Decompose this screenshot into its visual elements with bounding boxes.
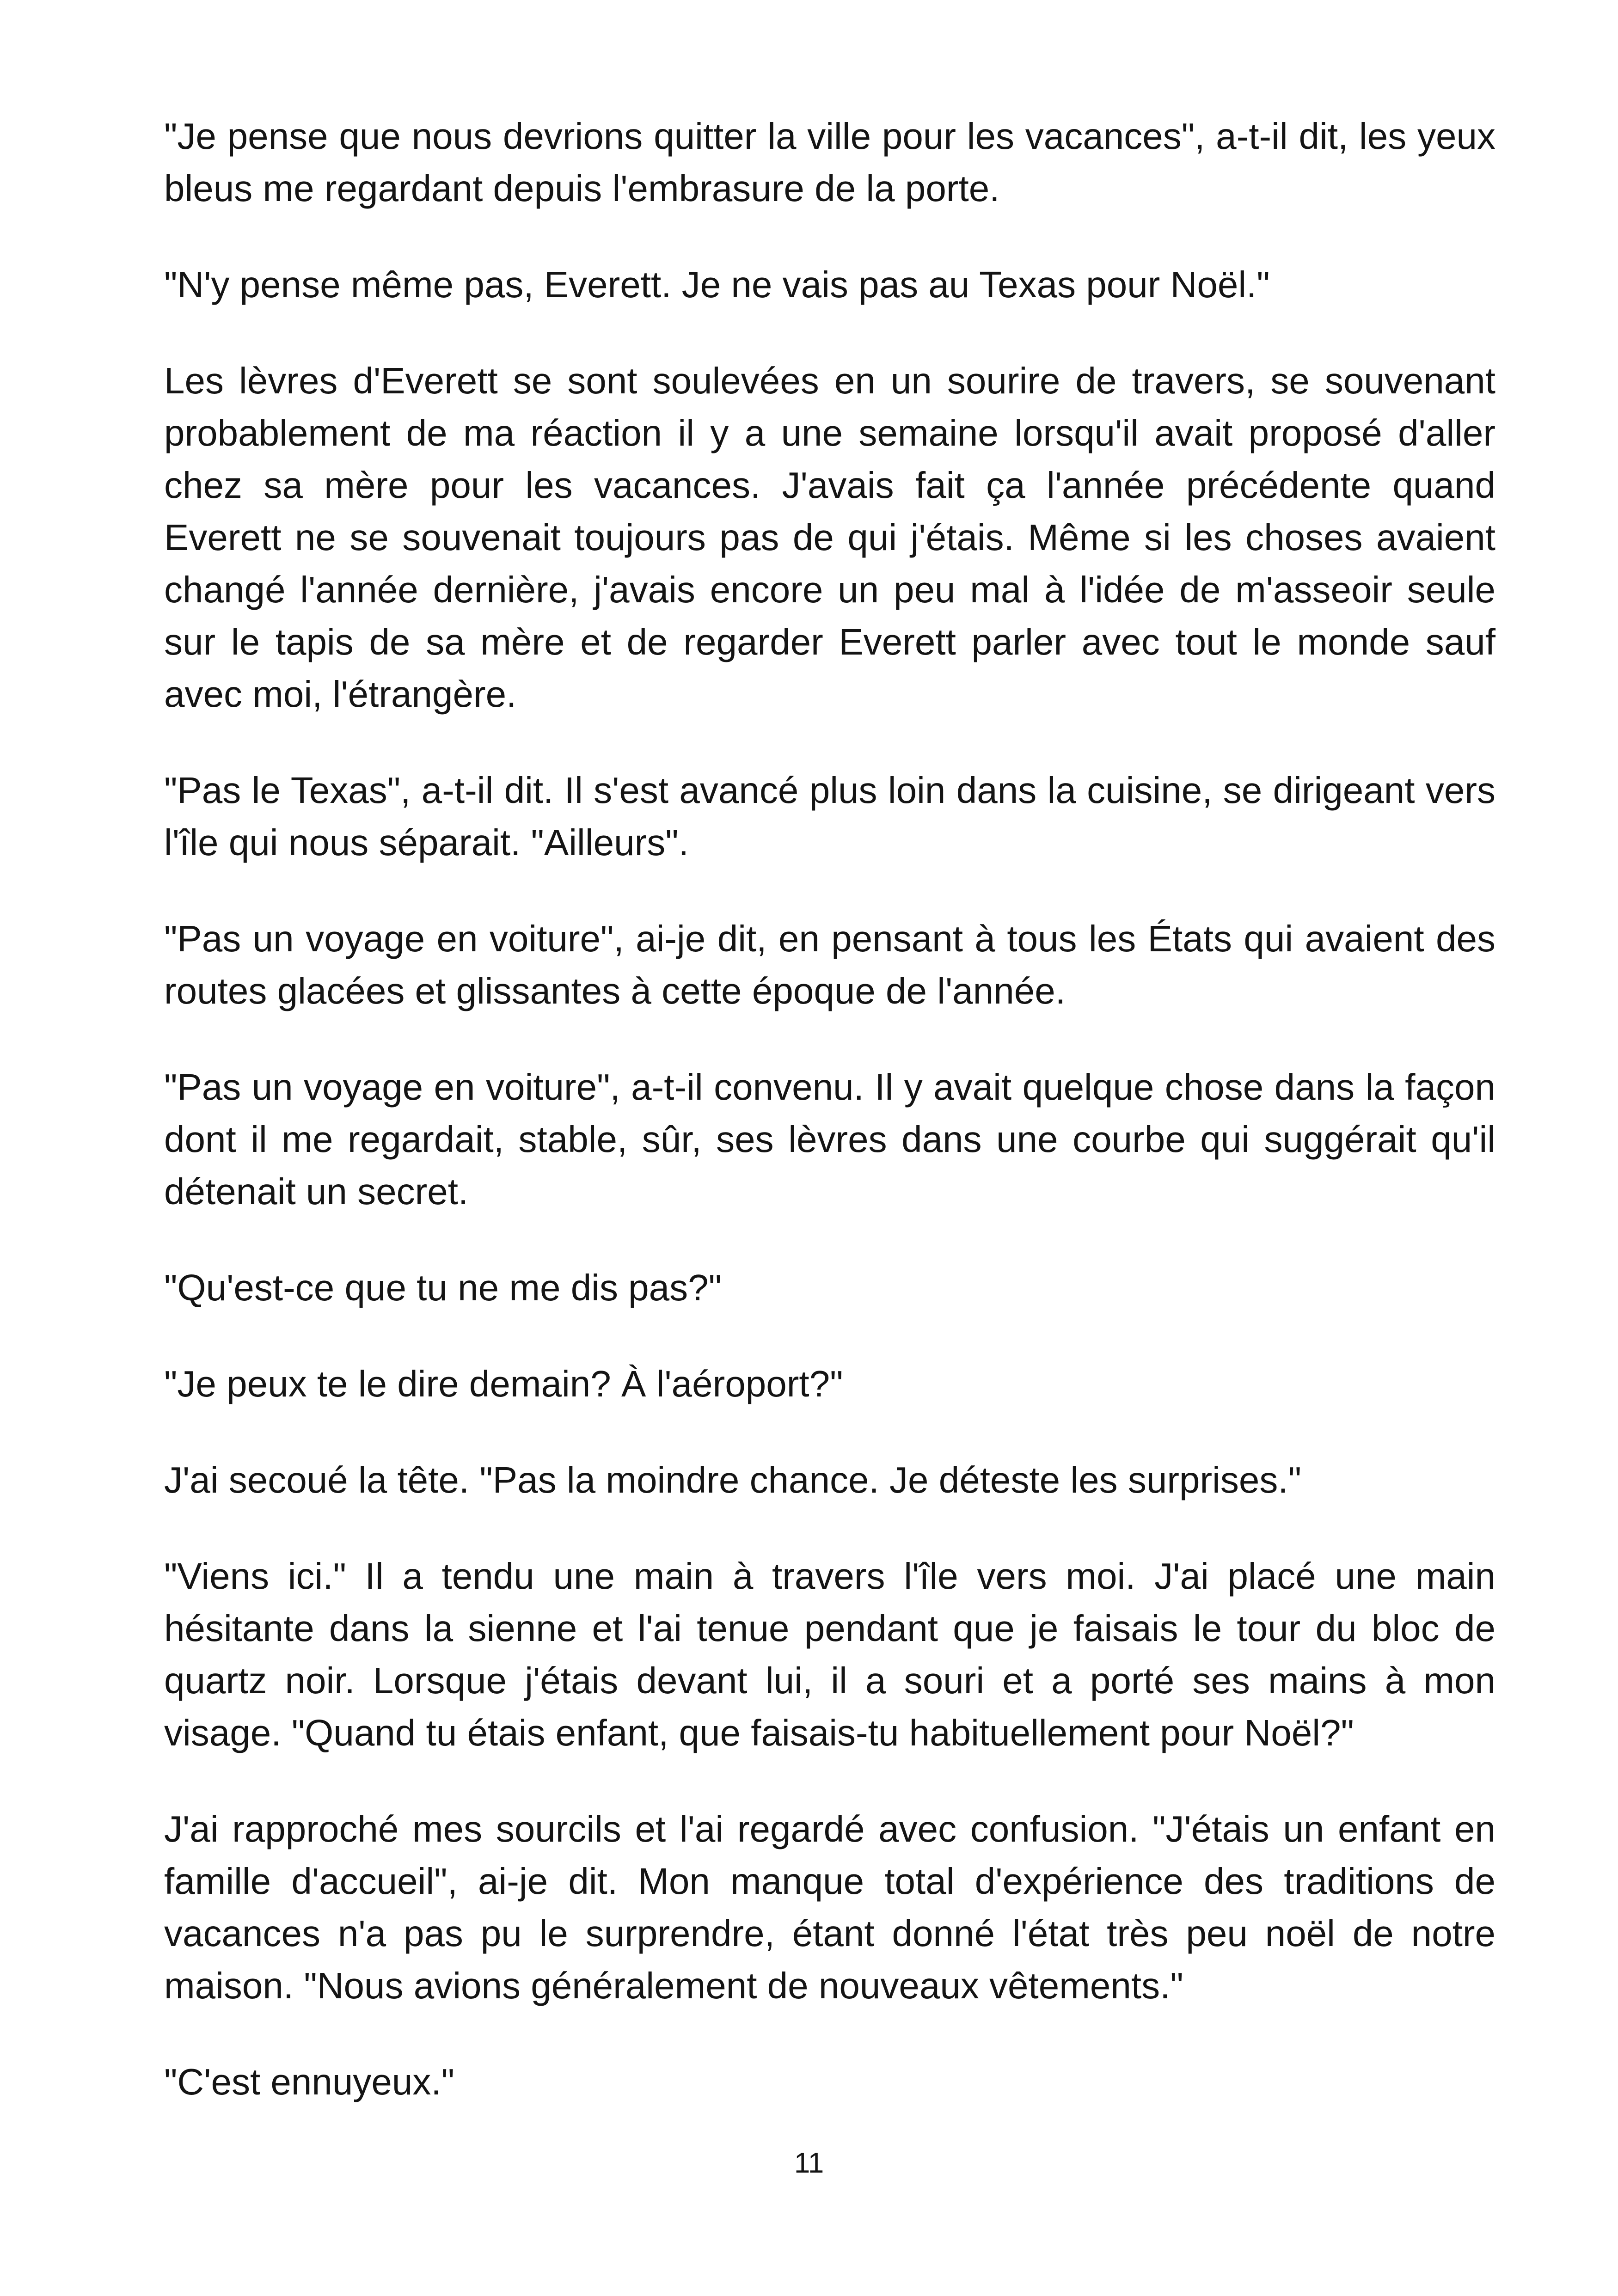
paragraph: "Pas un voyage en voiture", ai-je dit, en pensant à tous les États qui avaient des routes glacées et glissantes à cette époque de l'année. bbox=[164, 918, 1495, 1011]
paragraph: J'ai secoué la tête. "Pas la moindre chance. Je déteste les surprises." bbox=[164, 1459, 1301, 1500]
page-body bbox=[164, 110, 1495, 2108]
paragraph: "Je pense que nous devrions quitter la ville pour les vacances", a-t-il dit, les yeux bleus me regardant depuis l'embrasure de la porte. bbox=[164, 116, 1495, 209]
paragraph: "Qu'est-ce que tu ne me dis pas?" bbox=[164, 1267, 722, 1308]
paragraph: "Pas le Texas", a-t-il dit. Il s'est avancé plus loin dans la cuisine, se dirigeant vers l'île qui nous séparait. "Ailleurs". bbox=[164, 770, 1495, 863]
paragraph: "Pas un voyage en voiture", a-t-il convenu. Il y avait quelque chose dans la façon dont il me regardait, stable, sûr, ses lèvres dans une courbe qui suggérait qu'il détenait un secret. bbox=[164, 1066, 1495, 1212]
paragraph: "N'y pense même pas, Everett. Je ne vais pas au Texas pour Noël." bbox=[164, 264, 1270, 305]
paragraph: "C'est ennuyeux." bbox=[164, 2061, 454, 2102]
paragraph: "Je peux te le dire demain? À l'aéroport?" bbox=[164, 1363, 843, 1404]
paragraph: Les lèvres d'Everett se sont soulevées en un sourire de travers, se souvenant probablement de ma réaction il y a une semaine lorsqu'il avait proposé d'aller chez sa mère pour les vacances. J'avais fait ça l'année précédente quand Everett ne se souvenait toujours pas de qui j'étais. Même si les choses avaient changé l'année dernière, j'avais encore un peu mal à l'idée de m'asseoir seule sur le tapis de sa mère et de regarder Everett parler avec tout le monde sauf avec moi, l'étrangère. bbox=[164, 360, 1495, 715]
page-number: 11 bbox=[794, 2147, 824, 2179]
paragraph: J'ai rapproché mes sourcils et l'ai regardé avec confusion. "J'étais un enfant en famille d'accueil", ai-je dit. Mon manque total d'expérience des traditions de vacances n'a pas pu le surprendre, étant donné l'état très peu noël de notre maison. "Nous avions généralement de nouveaux vêtements." bbox=[164, 1808, 1495, 2006]
paragraph: "Viens ici." Il a tendu une main à travers l'île vers moi. J'ai placé une main hésitante dans la sienne et l'ai tenue pendant que je faisais le tour du bloc de quartz noir. Lorsque j'étais devant lui, il a souri et a porté ses mains à mon visage. "Quand tu étais enfant, que faisais-tu habituellement pour Noël?" bbox=[164, 1555, 1495, 1753]
